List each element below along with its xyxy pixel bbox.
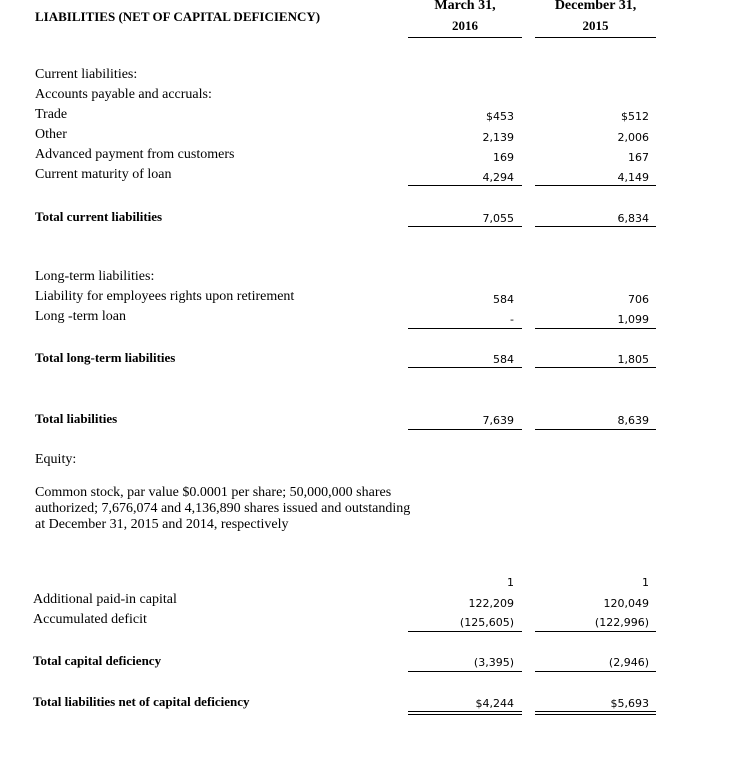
- common-stock-2016: 1: [507, 576, 514, 589]
- row-value-apic-2016: 122,209: [468, 597, 514, 610]
- row-value-long-term-loan-2016: -: [510, 313, 514, 326]
- common-stock-description: Common stock, par value $0.0001 per share; 50,000,000 shares authorized; 7,676,074 and 4,136,890 shares issued and outstanding at December 31, 2015 and 2014, respectively: [35, 485, 411, 532]
- grand-total-double-rule-col2: [535, 711, 656, 715]
- grand-total-label: Total liabilities net of capital deficiency: [33, 694, 250, 709]
- total-capital-rule-col2: [535, 671, 656, 672]
- total-capital-deficiency-label: Total capital deficiency: [33, 653, 162, 668]
- row-label-long-term-loan: Long -term loan: [35, 309, 126, 324]
- row-value-apic-2015: 120,049: [603, 597, 649, 610]
- long-term-liabilities-heading: Long-term liabilities:: [35, 269, 155, 284]
- total-long-term-liabilities-2016: 584: [493, 353, 514, 366]
- grand-total-2016: $4,244: [475, 697, 514, 710]
- row-value-advanced-payment-2016: 169: [493, 151, 514, 164]
- section-title: LIABILITIES (NET OF CAPITAL DEFICIENCY): [35, 9, 321, 24]
- total-liabilities-2016: 7,639: [482, 414, 514, 427]
- total-current-liabilities-2016: 7,055: [482, 212, 514, 225]
- row-label-trade: Trade: [35, 107, 68, 122]
- total-capital-deficiency-2016: (3,395): [473, 656, 514, 669]
- total-liabilities-rule-col2: [535, 429, 656, 430]
- grand-total-2015: $5,693: [610, 697, 649, 710]
- row-label-advanced-payment: Advanced payment from customers: [35, 147, 235, 162]
- equity-subtotal-rule-col2: [535, 631, 656, 632]
- col1-header-month: March 31,: [434, 0, 496, 13]
- row-value-current-maturity-2016: 4,294: [482, 171, 514, 184]
- current-subtotal-rule-col2: [535, 185, 656, 186]
- row-label-current-maturity: Current maturity of loan: [35, 167, 172, 182]
- row-label-additional-paid-in-capital: Additional paid-in capital: [33, 592, 177, 607]
- accounts-payable-subheading: Accounts payable and accruals:: [35, 87, 212, 102]
- row-value-employees-rights-2015: 706: [628, 293, 649, 306]
- row-label-other: Other: [35, 127, 67, 142]
- long-term-subtotal-rule-col2: [535, 328, 656, 329]
- total-capital-rule-col1: [408, 671, 522, 672]
- long-term-subtotal-rule-col1: [408, 328, 522, 329]
- col2-header-year: 2015: [582, 18, 609, 33]
- col1-header-rule: [408, 37, 522, 38]
- row-value-other-2015: 2,006: [617, 131, 649, 144]
- total-liabilities-label: Total liabilities: [35, 411, 118, 426]
- row-value-trade-2016: $453: [486, 110, 514, 123]
- row-value-other-2016: 2,139: [482, 131, 514, 144]
- total-long-term-liabilities-2015: 1,805: [617, 353, 649, 366]
- total-current-rule-col2: [535, 226, 656, 227]
- row-label-accumulated-deficit: Accumulated deficit: [33, 612, 147, 627]
- equity-heading: Equity:: [35, 452, 77, 467]
- equity-subtotal-rule-col1: [408, 631, 522, 632]
- current-liabilities-heading: Current liabilities:: [35, 67, 138, 82]
- row-value-advanced-payment-2015: 167: [628, 151, 649, 164]
- col2-header-rule: [535, 37, 656, 38]
- total-long-term-rule-col1: [408, 367, 522, 368]
- grand-total-double-rule-col1: [408, 711, 522, 715]
- row-value-employees-rights-2016: 584: [493, 293, 514, 306]
- row-value-current-maturity-2015: 4,149: [617, 171, 649, 184]
- total-current-liabilities-2015: 6,834: [617, 212, 649, 225]
- col1-header-year: 2016: [452, 18, 478, 33]
- col2-header-month: December 31,: [554, 0, 637, 13]
- total-liabilities-2015: 8,639: [617, 414, 649, 427]
- total-current-liabilities-label: Total current liabilities: [35, 209, 163, 224]
- row-value-accumulated-deficit-2015: (122,996): [594, 616, 649, 629]
- total-capital-deficiency-2015: (2,946): [608, 656, 649, 669]
- row-label-employees-rights: Liability for employees rights upon retirement: [35, 289, 295, 304]
- row-value-trade-2015: $512: [621, 110, 649, 123]
- row-value-accumulated-deficit-2016: (125,605): [459, 616, 514, 629]
- row-value-long-term-loan-2015: 1,099: [617, 313, 649, 326]
- total-long-term-liabilities-label: Total long-term liabilities: [35, 350, 176, 365]
- current-subtotal-rule-col1: [408, 185, 522, 186]
- common-stock-2015: 1: [642, 576, 649, 589]
- total-liabilities-rule-col1: [408, 429, 522, 430]
- total-long-term-rule-col2: [535, 367, 656, 368]
- total-current-rule-col1: [408, 226, 522, 227]
